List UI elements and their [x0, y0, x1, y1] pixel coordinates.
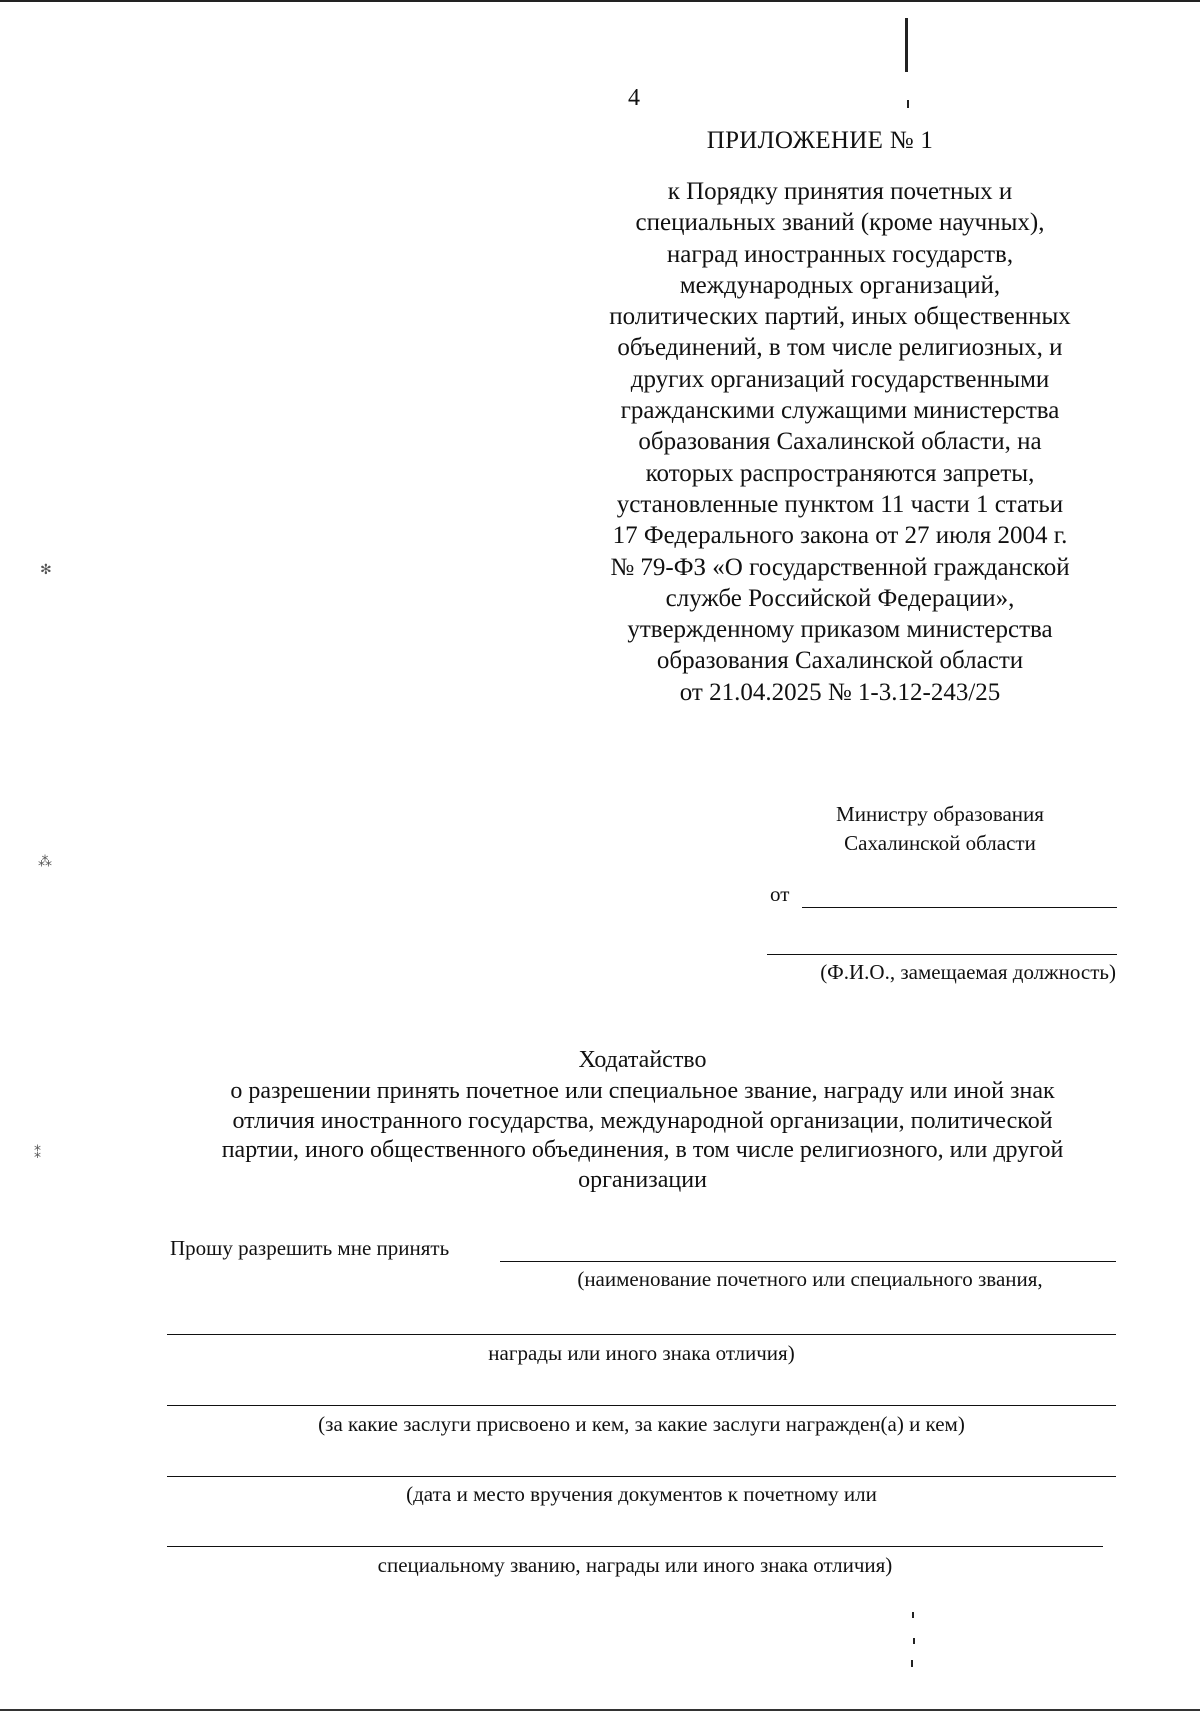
presentation-caption-end: специальному званию, награды или иного знака отличия)	[377, 1553, 893, 1577]
petition-title: Ходатайство	[578, 1047, 707, 1073]
merits-caption: (за какие заслуги присвоено и кем, за какие заслуги награжден(а) и кем)	[318, 1412, 965, 1436]
appendix-line: международных организаций,	[679, 271, 1001, 299]
fio-input-line[interactable]	[767, 954, 1117, 955]
appendix-line: наград иностранных государств,	[666, 240, 1014, 268]
petition-subtitle-line: отличия иностранного государства, международной организации, политической	[232, 1107, 1053, 1134]
appendix-line: других организаций государственными	[630, 365, 1050, 393]
appendix-line: образования Сахалинской области	[656, 647, 1024, 675]
appendix-line: утвержденному приказом министерства	[627, 616, 1053, 644]
addressee-block	[790, 800, 1090, 858]
fio-caption: (Ф.И.О., замещаемая должность)	[820, 960, 1116, 984]
appendix-line: установленные пунктом 11 части 1 статьи	[616, 490, 1064, 518]
scan-mark	[907, 100, 909, 108]
appendix-line: от 21.04.2025 № 1-3.12-243/25	[679, 678, 1001, 706]
from-label: от	[770, 882, 790, 906]
from-input-line[interactable]	[802, 907, 1117, 908]
award-name-caption-end: награды или иного знака отличия)	[488, 1341, 795, 1365]
presentation-caption: (дата и место вручения документов к почетному или	[406, 1482, 877, 1506]
appendix-line: которых распространяются запреты,	[645, 459, 1035, 487]
request-label: Прошу разрешить мне принять	[170, 1236, 450, 1260]
award-name-caption: (наименование почетного или специального звания,	[577, 1267, 1043, 1291]
appendix-line: 17 Федерального закона от 27 июля 2004 г.	[612, 522, 1068, 550]
petition-subtitle-line: партии, иного общественного объединения, в том числе религиозного, или другой	[221, 1137, 1064, 1163]
award-name-continuation-line[interactable]	[167, 1334, 1116, 1335]
scan-mark	[911, 1660, 913, 1667]
page-number: 4	[628, 85, 640, 111]
presentation-continuation-line[interactable]	[167, 1546, 1103, 1547]
scan-speck: ✻	[40, 562, 52, 578]
appendix-line: объединений, в том числе религиозных, и	[617, 334, 1063, 362]
addressee-line: Сахалинской области	[844, 831, 1036, 855]
appendix-line: специальных званий (кроме научных),	[635, 209, 1045, 237]
presentation-input-line[interactable]	[167, 1476, 1116, 1477]
appendix-title: ПРИЛОЖЕНИЕ № 1	[706, 127, 934, 154]
appendix-line: гражданскими служащими министерства	[620, 397, 1060, 425]
appendix-line: № 79-ФЗ «О государственной гражданской	[610, 553, 1070, 581]
scan-speck: ⁂	[38, 854, 52, 870]
scan-edge-top	[0, 0, 1200, 2]
addressee-line: Министру образования	[836, 802, 1044, 826]
scan-speck: ⁑	[34, 1146, 41, 1162]
appendix-line: к Порядку принятия почетных и	[667, 178, 1013, 205]
appendix-reference	[570, 176, 1110, 708]
scan-mark	[905, 18, 908, 72]
appendix-line: политических партий, иных общественных	[609, 303, 1071, 331]
scan-mark	[913, 1638, 915, 1644]
petition-subtitle-line: о разрешении принять почетное или специальное звание, награду или иной знак	[230, 1078, 1055, 1104]
merits-input-line[interactable]	[167, 1405, 1116, 1406]
scan-mark	[912, 1612, 914, 1618]
award-name-input-line[interactable]	[500, 1261, 1116, 1262]
appendix-line: службе Российской Федерации»,	[665, 584, 1015, 612]
petition-subtitle	[160, 1077, 1125, 1195]
appendix-line: образования Сахалинской области, на	[638, 428, 1042, 456]
petition-subtitle-line: организации	[578, 1166, 707, 1193]
